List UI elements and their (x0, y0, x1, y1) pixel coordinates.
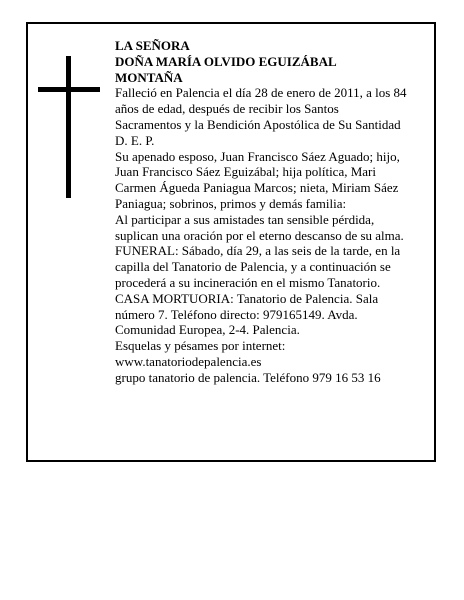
body-line: Esquelas y pésames por internet: (115, 338, 286, 354)
body-line: Al participar a sus amistades tan sensible pérdida, (115, 211, 375, 227)
deceased-name: DOÑA MARÍA OLVIDO EGUIZÁBAL (115, 53, 337, 69)
body-line: número 7. Teléfono directo: 979165149. Avda. (115, 306, 358, 322)
latin-cross-icon (38, 56, 100, 198)
deceased-title: LA SEÑORA (115, 38, 190, 53)
body-line: D. E. P. (115, 132, 155, 148)
body-line: CASA MORTUORIA: Tanatorio de Palencia. Sala (115, 290, 379, 306)
body-line: www.tanatoriodepalencia.es (115, 353, 262, 369)
cross-horizontal-bar (38, 87, 100, 92)
body-line: Paniagua; sobrinos, primos y demás familia: (115, 195, 347, 211)
body-line: Carmen Águeda Paniagua Marcos; nieta, Miriam Sáez (115, 180, 399, 196)
body-line: años de edad, después de recibir los Santos (115, 101, 339, 117)
body-line: capilla del Tanatorio de Palencia, y a continuación se (115, 259, 391, 275)
body-line: procederá a su incineración en el mismo Tanatorio. (115, 274, 381, 290)
body-line: suplican una oración por el eterno descanso de su alma. (115, 227, 404, 243)
body-line: Su apenado esposo, Juan Francisco Sáez Aguado; hijo, (115, 148, 400, 164)
body-line: Comunidad Europea, 2-4. Palencia. (115, 322, 300, 338)
cross-vertical-bar (66, 56, 71, 198)
deceased-surname: MONTAÑA (115, 69, 183, 85)
body-line: Sacramentos y la Bendición Apostólica de Su Santidad (115, 116, 401, 132)
body-line: grupo tanatorio de palencia. Teléfono 979 16 53 16 (115, 369, 381, 385)
body-line: Juan Francisco Sáez Eguizábal; hija política, Mari (115, 164, 376, 180)
body-line: Falleció en Palencia el día 28 de enero de 2011, a los 84 (115, 85, 407, 101)
obituary-text (115, 38, 427, 386)
body-line: FUNERAL: Sábado, día 29, a las seis de la tarde, en la (115, 243, 401, 259)
